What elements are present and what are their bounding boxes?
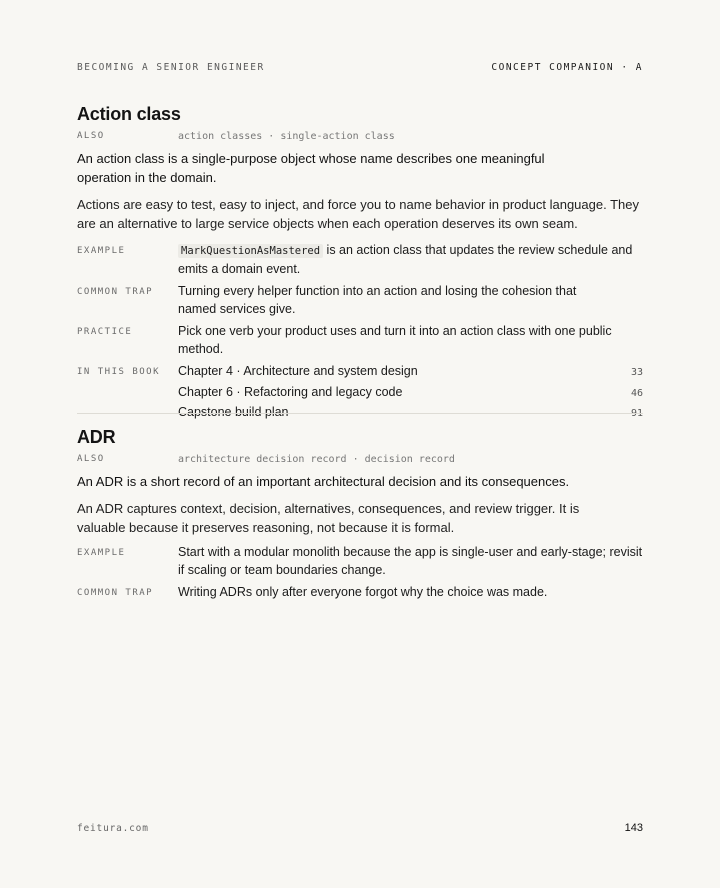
practice-text: Pick one verb your product uses and turn it into an action class with one public method. xyxy=(178,324,612,356)
glossary-entry-action-class xyxy=(77,103,643,424)
common-trap-text: Turning every helper function into an action and losing the cohesion that named services give. xyxy=(178,284,577,316)
book-reference-page: 33 xyxy=(630,367,643,378)
section-title: CONCEPT COMPANION · A xyxy=(491,62,643,73)
running-header xyxy=(77,62,643,73)
book-title: BECOMING A SENIOR ENGINEER xyxy=(77,62,265,73)
example-row xyxy=(77,241,643,278)
book-reference-page: 91 xyxy=(630,408,643,419)
book-reference[interactable] xyxy=(178,362,643,383)
example-text xyxy=(178,241,643,278)
in-this-book-label: IN THIS BOOK xyxy=(77,367,161,377)
example-label: EXAMPLE xyxy=(77,548,126,558)
example-label: EXAMPLE xyxy=(77,246,126,256)
entry-body: An ADR captures context, decision, alternatives, consequences, and review trigger. It is valuable because it preserves reasoning, not because it is formal. xyxy=(77,501,580,535)
also-row xyxy=(77,128,643,144)
page-footer xyxy=(77,822,643,834)
entry-definition: An ADR is a short record of an important architectural decision and its consequences. xyxy=(77,474,570,489)
book-reference-title: Chapter 4 · Architecture and system design xyxy=(178,364,418,378)
book-reference-title: Capstone build plan xyxy=(178,405,289,419)
example-code: MarkQuestionAsMastered xyxy=(178,244,323,258)
page-number: 143 xyxy=(624,822,643,834)
common-trap-row xyxy=(77,282,643,318)
entry-term: ADR xyxy=(77,427,116,447)
also-row xyxy=(77,451,643,467)
common-trap-row xyxy=(77,583,643,601)
also-terms: architecture decision record · decision record xyxy=(178,453,455,465)
book-reference[interactable] xyxy=(178,383,643,404)
practice-row xyxy=(77,322,643,358)
glossary-entry-adr xyxy=(77,426,643,601)
in-this-book-row xyxy=(77,362,643,424)
common-trap-label: COMMON TRAP xyxy=(77,588,154,598)
entry-term: Action class xyxy=(77,104,181,124)
common-trap-text: Writing ADRs only after everyone forgot why the choice was made. xyxy=(178,585,548,599)
also-terms: action classes · single-action class xyxy=(178,130,395,142)
example-text: Start with a modular monolith because the app is single-user and early-stage; revisit if scaling or team boundaries change. xyxy=(178,545,643,577)
also-label: ALSO xyxy=(77,454,105,464)
footer-site: feitura.com xyxy=(77,823,149,834)
entry-definition: An action class is a single-purpose object whose name describes one meaningful operation in the domain. xyxy=(77,151,545,185)
practice-label: PRACTICE xyxy=(77,327,133,337)
book-reference-title: Chapter 6 · Refactoring and legacy code xyxy=(178,384,403,399)
example-text-rest: is an action class that updates the review schedule and emits a domain event. xyxy=(178,243,633,276)
entry-divider xyxy=(77,413,643,414)
also-label: ALSO xyxy=(77,131,105,141)
common-trap-label: COMMON TRAP xyxy=(77,287,154,297)
example-row xyxy=(77,543,643,579)
book-reference-list xyxy=(178,362,643,424)
book-reference-page: 46 xyxy=(630,387,643,399)
entry-body: Actions are easy to test, easy to inject, and force you to name behavior in product language. They are an alternative to large service objects when each operation deserves its own seam. xyxy=(77,197,639,231)
